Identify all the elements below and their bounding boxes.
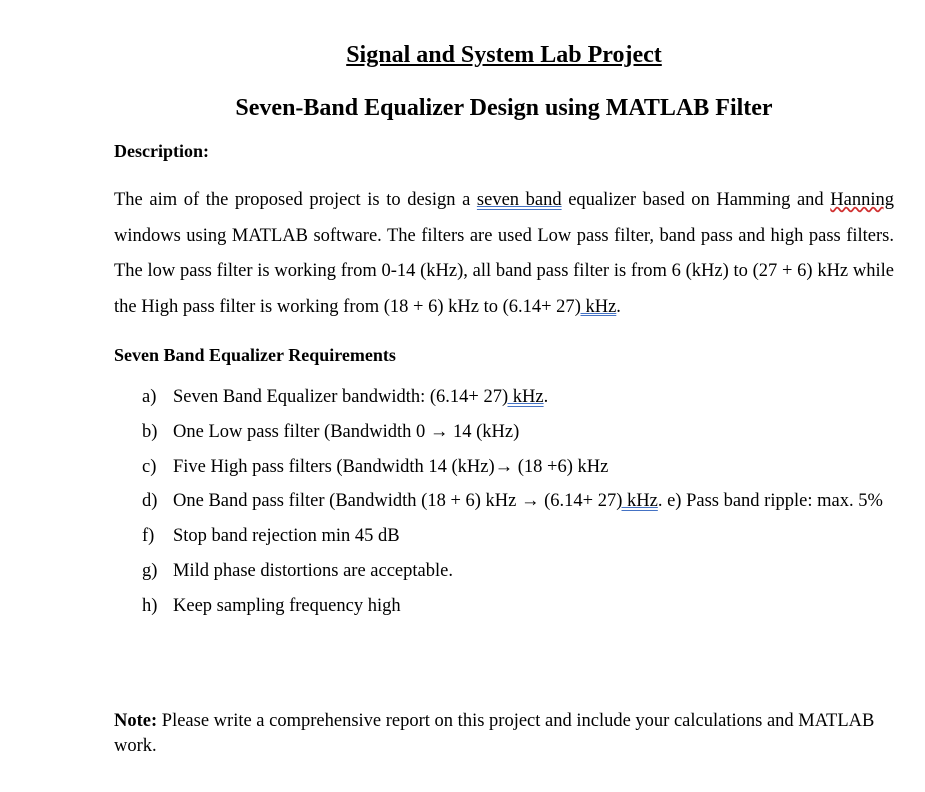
requirement-text: Keep sampling frequency high xyxy=(173,595,401,616)
requirement-marker: a) xyxy=(142,387,157,407)
description-text-end: . xyxy=(616,296,621,317)
requirement-text: Five High pass filters (Bandwidth 14 (kHz)→ (18 +6) kHz xyxy=(173,456,609,477)
requirements-list xyxy=(140,380,894,624)
note-text: Please write a comprehensive report on this project and include your calculations and MATLAB work. xyxy=(114,711,875,756)
requirement-item xyxy=(140,554,894,589)
requirement-marker: h) xyxy=(142,595,158,616)
requirement-text: Seven Band Equalizer bandwidth: (6.14+ 27 xyxy=(173,387,502,407)
note-paragraph xyxy=(114,709,894,759)
requirement-text: One Band pass filter (Bandwidth (18 + 6) kHz → (6.14+ 27 xyxy=(173,491,617,512)
requirement-item xyxy=(140,380,894,415)
description-heading: Description: xyxy=(114,141,209,161)
requirement-item xyxy=(140,450,894,485)
description-text-2: equalizer based on Hamming and xyxy=(561,190,831,210)
requirement-text: Stop band rejection min 45 dB xyxy=(173,526,400,547)
page-subtitle: Seven-Band Equalizer Design using MATLAB Filter xyxy=(235,95,773,121)
description-text-1: The aim of the proposed project is to design a xyxy=(114,190,477,210)
requirement-text: Mild phase distortions are acceptable. xyxy=(173,560,453,581)
requirement-tail: . xyxy=(543,387,549,407)
requirement-text: One Low pass filter (Bandwidth 0 → 14 (kHz) xyxy=(173,421,520,442)
requirement-item xyxy=(140,415,894,450)
description-paragraph xyxy=(114,183,894,325)
note-label: Note: xyxy=(114,711,158,731)
requirements-heading: Seven Band Equalizer Requirements xyxy=(114,345,396,365)
requirement-item xyxy=(140,484,894,519)
requirement-item xyxy=(140,589,894,624)
requirement-item xyxy=(140,519,894,554)
requirement-marker: d) xyxy=(142,491,158,512)
grammar-flagged-unit: ) kHz xyxy=(501,387,544,407)
page-title: Signal and System Lab Project xyxy=(346,42,662,68)
requirement-tail: . e) Pass band ripple: max. 5% xyxy=(657,491,883,512)
requirement-marker: f) xyxy=(142,526,155,547)
description-text-3: windows using MATLAB software. The filters are used Low pass filter, band pass and high pass filters. The low pass filter is working from 0-14 (kHz), all band pass filter is from 6 (kHz) to (27 + 6) kHz while the High pass filter is working from (18 + 6) kHz to (6.14+ 27 xyxy=(114,225,894,317)
requirement-marker: c) xyxy=(142,456,157,477)
grammar-flagged-khz: ) kHz xyxy=(574,296,617,317)
grammar-flagged-unit: ) kHz xyxy=(616,491,658,512)
requirement-marker: g) xyxy=(142,560,158,581)
grammar-flagged-seven-band: seven band xyxy=(476,190,562,210)
spelling-flagged-hanning: Hanning xyxy=(830,190,894,210)
requirement-marker: b) xyxy=(142,421,158,442)
